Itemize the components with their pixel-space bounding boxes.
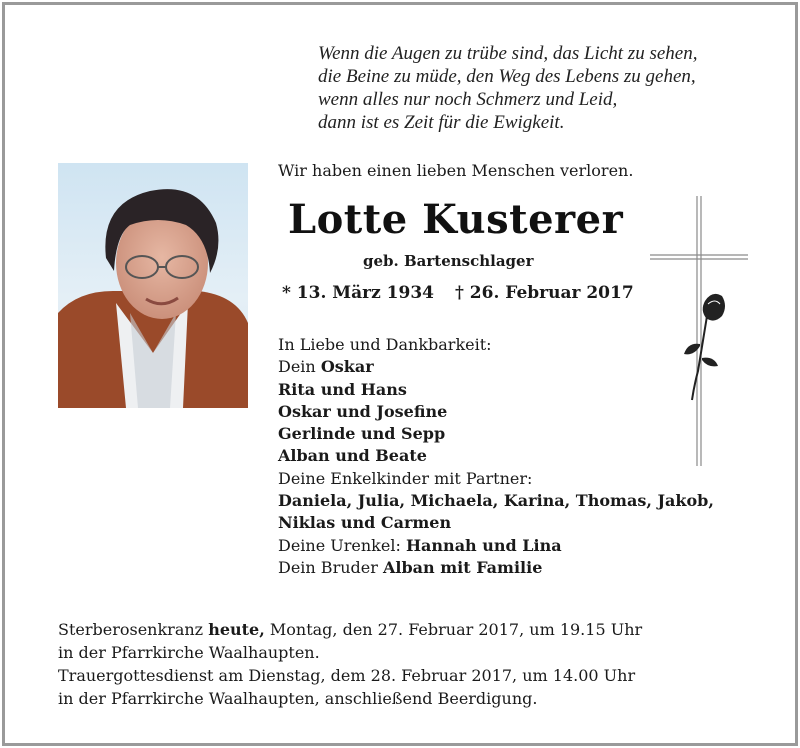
brother-label: Dein Bruder bbox=[278, 557, 383, 577]
great-grandchildren-names: Hannah und Lina bbox=[405, 535, 562, 555]
portrait-photo bbox=[58, 163, 248, 408]
great-grandchildren-label: Deine Urenkel: bbox=[278, 535, 406, 555]
poem-line: Wenn die Augen zu trübe sind, das Licht zu sehen, bbox=[318, 43, 698, 64]
grandchildren-names: Daniela, Julia, Michaela, Karina, Thomas, Jakob, bbox=[278, 491, 714, 511]
service-info bbox=[58, 618, 642, 710]
grandchildren-label: Deine Enkelkinder mit Partner: bbox=[278, 468, 533, 488]
mourners-intro: In Liebe und Dankbarkeit: bbox=[278, 335, 492, 354]
poem-line: wenn alles nur noch Schmerz und Leid, bbox=[318, 89, 618, 110]
husband-name: Oskar bbox=[320, 357, 374, 377]
funeral-line: Trauergottesdienst am Dienstag, dem 28. Februar 2017, um 14.00 Uhr bbox=[58, 666, 636, 685]
birth-date: * 13. März 1934 bbox=[282, 283, 434, 303]
great-grandchildren-line bbox=[278, 535, 714, 557]
maiden-name: geb. Bartenschlager bbox=[363, 252, 534, 270]
deceased-name: Lotte Kusterer bbox=[288, 196, 624, 243]
husband-line bbox=[278, 356, 714, 378]
family-line: Oskar und Josefine bbox=[278, 401, 448, 421]
portrait-drawing bbox=[58, 163, 248, 408]
poem-line: dann ist es Zeit für die Ewigkeit. bbox=[318, 112, 565, 133]
family-line: Alban und Beate bbox=[278, 446, 427, 466]
rosary-line bbox=[58, 618, 642, 641]
grandchildren-names: Niklas und Carmen bbox=[278, 513, 452, 533]
husband-label: Dein bbox=[278, 357, 321, 377]
rosary-label: Sterberosenkranz bbox=[58, 620, 209, 639]
poem-line: die Beine zu müde, den Weg des Lebens zu gehen, bbox=[318, 66, 696, 87]
intro-text: Wir haben einen lieben Menschen verloren. bbox=[278, 161, 634, 180]
brother-line bbox=[278, 557, 714, 579]
brother-name: Alban mit Familie bbox=[382, 557, 543, 577]
mourners-list bbox=[278, 334, 714, 579]
rosary-datetime: Montag, den 27. Februar 2017, um 19.15 Uhr bbox=[264, 620, 643, 639]
death-date: † 26. Februar 2017 bbox=[455, 283, 634, 303]
family-line: Gerlinde und Sepp bbox=[278, 424, 446, 444]
rosary-place: in der Pfarrkirche Waalhaupten. bbox=[58, 643, 320, 662]
poem bbox=[318, 42, 758, 134]
funeral-place: in der Pfarrkirche Waalhaupten, anschließend Beerdigung. bbox=[58, 689, 538, 708]
rosary-today: heute, bbox=[208, 620, 265, 639]
family-line: Rita und Hans bbox=[278, 379, 407, 399]
